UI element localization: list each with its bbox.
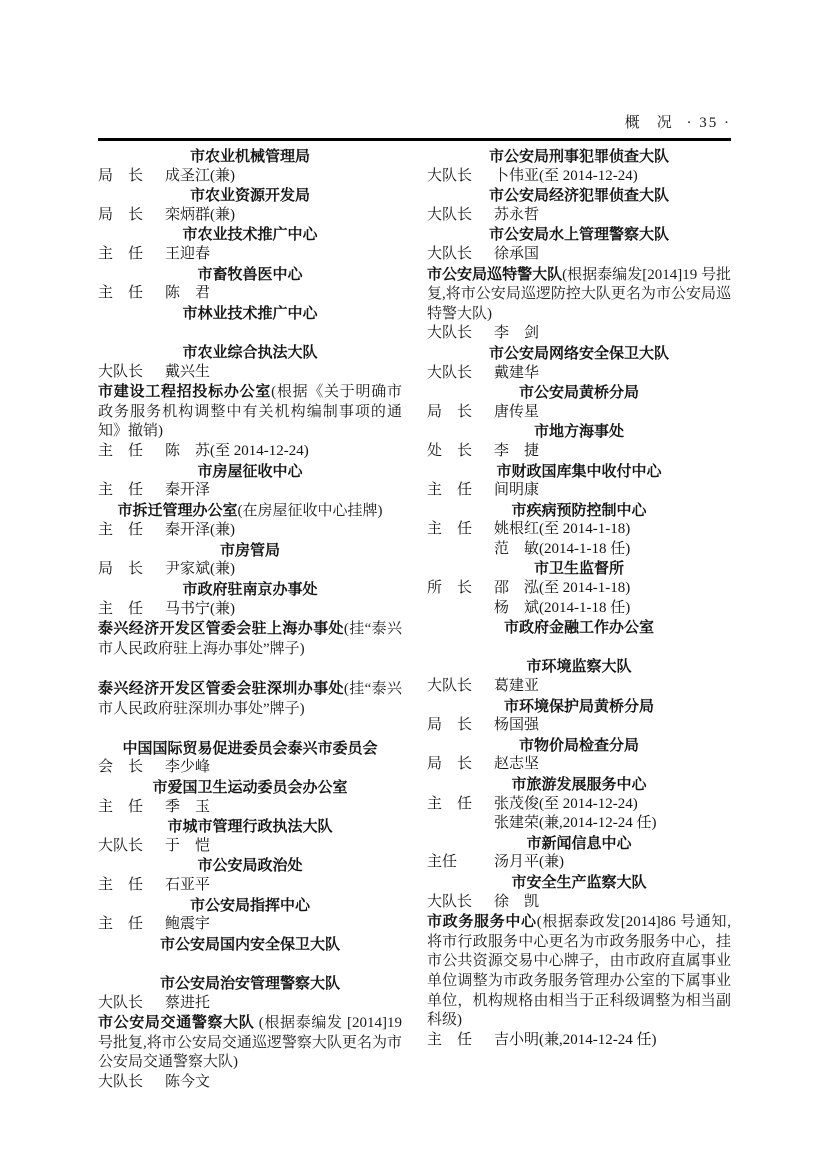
officer-name: 苏永哲 — [494, 206, 540, 223]
officer-name: 姚根红(至 2014-1-18) — [494, 521, 631, 538]
officer-name: 季 玉 — [165, 798, 211, 815]
officer-title: 局 长 — [427, 756, 473, 773]
officer-title: 主 任 — [427, 795, 473, 812]
officer-name: 成圣江(兼) — [165, 167, 235, 184]
officer-name: 戴建华 — [494, 364, 540, 381]
officer-title: 主 任 — [98, 442, 144, 459]
officer-title: 大队长 — [98, 994, 144, 1011]
officer-row — [98, 994, 402, 1014]
officer-title: 局 长 — [427, 717, 473, 734]
org-heading: 市公安局网络安全保卫大队 — [488, 344, 669, 362]
org-heading-with-note — [98, 679, 402, 719]
officer-name: 于 恺 — [165, 837, 211, 854]
officer-name: 尹家斌(兼) — [165, 561, 235, 578]
org-heading: 市安全生产监察大队 — [511, 873, 647, 891]
header-divider-rule — [98, 138, 731, 141]
officer-row — [427, 677, 731, 697]
org-heading: 市公安局政治处 — [197, 857, 303, 875]
officer-row-continuation — [427, 540, 731, 560]
officer-name: 蔡进托 — [165, 994, 211, 1011]
org-heading: 市畜牧兽医中心 — [197, 265, 303, 283]
officer-title: 所 长 — [427, 580, 473, 597]
org-heading: 市农业综合执法大队 — [182, 343, 318, 361]
officer-row — [427, 324, 731, 344]
officer-row — [427, 245, 731, 265]
spacer — [98, 659, 402, 679]
officer-title: 主 任 — [98, 876, 144, 893]
officer-title: 主 任 — [98, 600, 144, 617]
officer-title: 主 任 — [427, 1031, 473, 1048]
officer-row — [427, 755, 731, 775]
officer-row — [98, 798, 402, 818]
org-note: (挂“泰兴市人民政府驻上海办事处”牌子) — [98, 621, 402, 657]
org-name: 泰兴经济开发区管委会驻深圳办事处 — [98, 680, 344, 698]
officer-row-continuation — [427, 599, 731, 619]
org-heading: 市地方海事处 — [533, 423, 624, 441]
officer-row — [98, 837, 402, 857]
officer-title — [427, 814, 494, 834]
officer-row — [98, 363, 402, 383]
officer-row — [98, 600, 402, 620]
org-name: 泰兴经济开发区管委会驻上海办事处 — [98, 620, 344, 638]
officer-name: 李 捷 — [494, 442, 540, 459]
org-name: 市拆迁管理办公室 — [117, 501, 238, 519]
officer-title: 局 长 — [98, 167, 144, 184]
org-heading: 市房屋征收中心 — [197, 462, 303, 480]
officer-title: 主 任 — [98, 522, 144, 539]
officer-name: 鲍震宇 — [165, 916, 211, 933]
page-content — [98, 147, 731, 1093]
officer-title — [427, 599, 494, 619]
spacer — [427, 638, 731, 658]
officer-name: 栾炳群(兼) — [165, 206, 235, 223]
officer-name: 卜伟亚(至 2014-12-24) — [494, 167, 638, 184]
officer-row — [427, 853, 731, 873]
officer-name: 秦开泽(兼) — [165, 522, 235, 539]
left-column — [98, 147, 402, 1093]
officer-row — [427, 1031, 731, 1051]
org-heading: 市环境保护局黄桥分局 — [503, 697, 654, 715]
officer-row — [427, 893, 731, 913]
org-note: (根据泰编发[2014]19 号批复,将市公安局巡逻防控大队更名为市公安局巡特警大队) — [427, 266, 731, 322]
org-heading: 市爱国卫生运动委员会办公室 — [152, 779, 348, 796]
org-heading: 市旅游发展服务中心 — [511, 776, 647, 793]
org-heading: 市公安局国内安全保卫大队 — [159, 935, 340, 953]
org-heading-centered-note — [98, 501, 402, 522]
officer-name: 陈 君 — [165, 285, 211, 302]
officer-title: 主 任 — [98, 916, 144, 933]
org-note: (根据泰政发[2014]86 号通知,将市行政服务中心更名为市政务服务中心，挂市公共资源交易中心牌子，由市政府直属事业单位调整为市政务服务管理办公室的下属事业单位，机构规格由相当于正科级调整为相当副科级) — [427, 914, 731, 1029]
officer-name: 徐 凯 — [494, 893, 540, 910]
officer-row — [98, 560, 402, 580]
officer-name: 杨国强 — [494, 717, 540, 734]
org-note: (根据泰编发 [2014]19 号批复,将市公安局交通巡逻警察大队更名为市公安局交通警察大队) — [98, 1015, 402, 1071]
org-heading: 市房管局 — [219, 541, 280, 559]
spacer — [98, 323, 402, 343]
org-heading-with-note — [98, 382, 402, 442]
org-heading: 市农业资源开发局 — [189, 187, 310, 205]
officer-row — [98, 167, 402, 187]
officer-row — [98, 758, 402, 778]
officer-row — [98, 206, 402, 226]
officer-row — [427, 364, 731, 384]
officer-name: 葛建亚 — [494, 678, 540, 695]
officer-name: 唐传星 — [494, 403, 540, 420]
officer-name: 吉小明(兼,2014-12-24 任) — [494, 1031, 657, 1048]
officer-title: 处 长 — [427, 442, 473, 459]
officer-title: 大队长 — [427, 167, 473, 184]
officer-row — [98, 481, 402, 501]
officer-row — [427, 520, 731, 540]
officer-title: 大队长 — [427, 245, 473, 262]
officer-name: 陈今文 — [165, 1073, 211, 1090]
officer-row — [427, 442, 731, 462]
org-heading: 市公安局经济犯罪侦查大队 — [488, 187, 669, 205]
officer-name: 李 剑 — [494, 325, 540, 342]
org-heading: 中国国际贸易促进委员会泰兴市委员会 — [122, 739, 378, 757]
officer-title: 大队长 — [98, 1073, 144, 1090]
officer-row — [98, 915, 402, 935]
officer-name: 张茂俊(至 2014-12-24) — [494, 795, 638, 812]
officer-title: 局 长 — [98, 561, 144, 578]
org-note: (在房屋征收中心挂牌) — [237, 502, 383, 519]
org-heading: 市农业技术推广中心 — [182, 226, 318, 244]
org-heading: 市公安局刑事犯罪侦查大队 — [488, 148, 669, 165]
org-heading-with-note — [427, 265, 731, 325]
org-heading: 市公安局黄桥分局 — [518, 384, 639, 402]
officer-name: 汤月平(兼) — [494, 854, 564, 871]
officer-title: 主 任 — [427, 521, 473, 538]
org-heading: 市林业技术推广中心 — [182, 304, 318, 322]
officer-title: 局 长 — [427, 403, 473, 420]
officer-row — [427, 481, 731, 501]
officer-row — [98, 245, 402, 265]
org-heading: 市公安局水上管理警察大队 — [488, 226, 669, 244]
org-heading: 市财政国库集中收付中心 — [496, 462, 662, 480]
org-heading: 市新闻信息中心 — [526, 834, 632, 852]
officer-row — [427, 167, 731, 187]
org-note: (根据《关于明确市政务服务机构调整中有关机构编制事项的通知》撤销) — [98, 384, 402, 440]
officer-name: 陈 苏(至 2014-12-24) — [165, 442, 309, 459]
officer-row — [98, 284, 402, 304]
officer-title: 会 长 — [98, 759, 144, 776]
officer-title: 大队长 — [427, 893, 473, 910]
officer-row — [427, 579, 731, 599]
officer-name: 邵 泓(至 2014-1-18) — [494, 580, 631, 597]
officer-title: 大队长 — [427, 364, 473, 381]
running-head — [98, 111, 731, 132]
officer-row — [98, 1073, 402, 1093]
officer-name: 杨 斌(2014-1-18 任) — [494, 599, 631, 616]
officer-title: 局 长 — [98, 206, 144, 223]
spacer — [98, 719, 402, 739]
officer-name: 徐承国 — [494, 245, 540, 262]
officer-row-continuation — [427, 814, 731, 834]
org-heading-with-note — [98, 619, 402, 659]
org-heading: 市城市管理行政执法大队 — [167, 818, 333, 836]
officer-row — [427, 716, 731, 736]
officer-title: 主 任 — [98, 245, 144, 262]
officer-title: 大队长 — [98, 363, 144, 380]
officer-row — [98, 442, 402, 462]
officer-name: 范 敏(2014-1-18 任) — [494, 540, 631, 557]
officer-name: 王迎春 — [165, 245, 211, 262]
org-heading: 市政府驻南京办事处 — [182, 581, 318, 599]
org-heading: 市环境监察大队 — [526, 658, 632, 676]
officer-title: 主 任 — [98, 798, 144, 815]
officer-row — [427, 206, 731, 226]
running-head-title: 概 况 — [624, 115, 673, 131]
officer-title: 大队长 — [427, 678, 473, 695]
org-name: 市政务服务中心 — [427, 913, 537, 931]
officer-name: 间明康 — [494, 482, 540, 499]
org-heading: 市卫生监督所 — [533, 560, 624, 578]
officer-row — [427, 403, 731, 423]
org-heading: 市农业机械管理局 — [189, 148, 310, 165]
page-number: · 35 · — [686, 115, 731, 131]
org-heading: 市公安局治安管理警察大队 — [159, 974, 340, 992]
org-note: (挂“泰兴市人民政府驻深圳办事处”牌子) — [98, 681, 402, 717]
org-heading: 市公安局指挥中心 — [189, 896, 310, 914]
officer-title — [427, 540, 494, 560]
officer-title: 主 任 — [98, 285, 144, 302]
org-name: 市公安局巡特警大队 — [427, 265, 563, 283]
officer-title: 大队长 — [427, 206, 473, 223]
spacer — [98, 954, 402, 974]
org-heading-with-note — [427, 912, 731, 1031]
org-heading: 市物价局检查分局 — [518, 736, 639, 754]
officer-row — [98, 521, 402, 541]
officer-name: 马书宁(兼) — [165, 600, 235, 617]
officer-name: 戴兴生 — [165, 363, 211, 380]
officer-name: 石亚平 — [165, 876, 211, 893]
officer-row — [427, 795, 731, 815]
officer-title: 大队长 — [98, 837, 144, 854]
officer-name: 秦开泽 — [165, 482, 211, 499]
org-name: 市建设工程招投标办公室 — [98, 383, 272, 401]
officer-title: 主 任 — [427, 482, 473, 499]
officer-row — [98, 876, 402, 896]
right-column — [427, 147, 731, 1093]
org-heading: 市政府金融工作办公室 — [503, 619, 654, 637]
officer-name: 张建荣(兼,2014-12-24 任) — [494, 815, 657, 832]
org-name: 市公安局交通警察大队 — [98, 1014, 255, 1032]
officer-name: 李少峰 — [165, 759, 211, 776]
officer-title: 主 任 — [98, 482, 144, 499]
org-heading-with-note — [98, 1013, 402, 1073]
officer-title: 主任 — [427, 854, 458, 871]
officer-name: 赵志坚 — [494, 756, 540, 773]
org-heading: 市疾病预防控制中心 — [511, 501, 647, 519]
officer-title: 大队长 — [427, 325, 473, 342]
